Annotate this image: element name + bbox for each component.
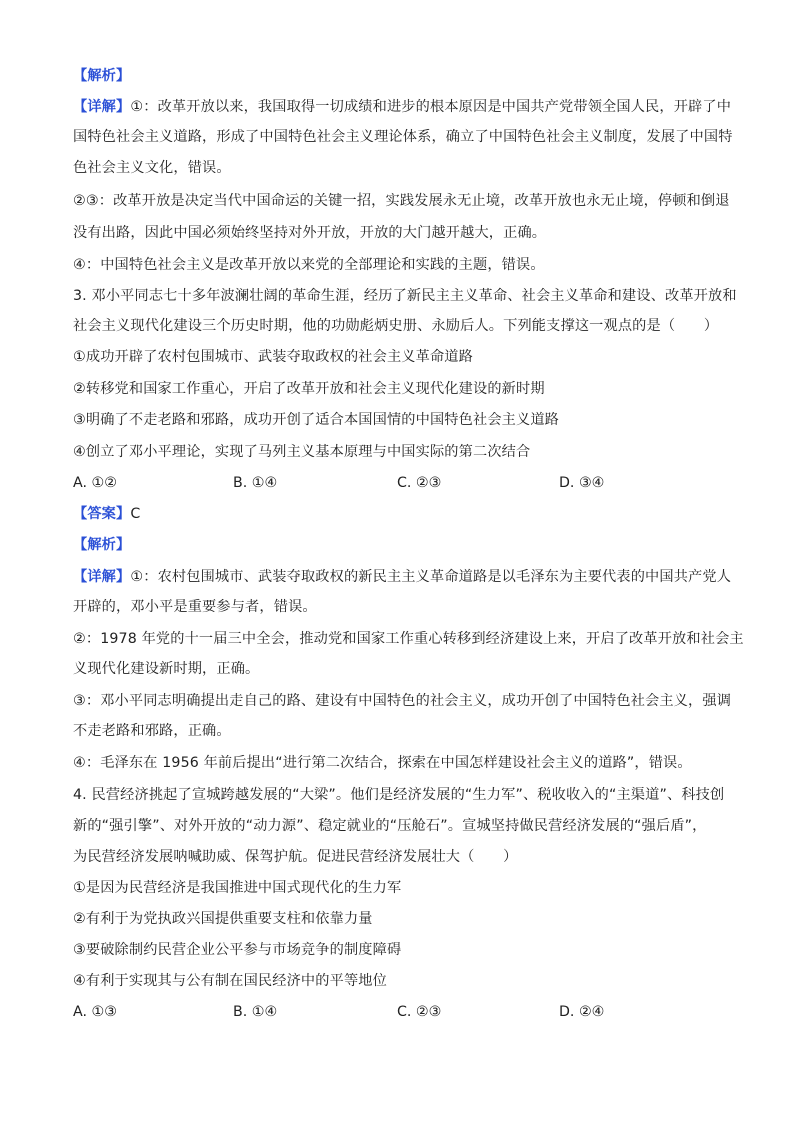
detail-line: 【详解】①：改革开放以来，我国取得一切成绩和进步的根本原因是中国共产党带领全国人民，开辟了中 — [73, 99, 732, 115]
detail-line: 【详解】①：农村包围城市、武装夺取政权的新民主主义革命道路是以毛泽东为主要代表的中国共产党人 — [73, 569, 732, 585]
question-3-stem: 3. 邓小平同志七十多年波澜壮阔的革命生涯，经历了新民主主义革命、社会主义革命和建设、改革开放和 — [73, 288, 737, 304]
detail-line: ②③：改革开放是决定当代中国命运的关键一招，实践发展永无止境，改革开放也永无止境，停顿和倒退 — [73, 193, 730, 209]
question-3-item: ④创立了邓小平理论，实现了马列主义基本原理与中国实际的第二次结合 — [73, 444, 531, 460]
option-b: B. ①④ — [233, 475, 278, 491]
question-4-options — [73, 1002, 723, 1022]
question-4-stem: 4. 民营经济挑起了宣城跨越发展的“大梁”。他们是经济发展的“生力军”、税收收入的“主渠道”、科技创 — [73, 787, 725, 803]
option-a: A. ①② — [73, 475, 117, 491]
question-3-item: ③明确了不走老路和邪路，成功开创了适合本国国情的中国特色社会主义道路 — [73, 412, 560, 428]
detail-line: 没有出路，因此中国必须始终坚持对外开放，开放的大门越开越大，正确。 — [73, 225, 547, 241]
detail-line: 色社会主义文化，错误。 — [73, 160, 231, 176]
detail-line: ④：中国特色社会主义是改革开放以来党的全部理论和实践的主题，错误。 — [73, 257, 545, 273]
option-c: C. ②③ — [397, 475, 442, 491]
question-3-stem: 社会主义现代化建设三个历史时期，他的功勋彪炳史册、永励后人。下列能支撑这一观点的是（ ） — [73, 318, 719, 334]
detail-line: 不走老路和邪路，正确。 — [73, 723, 231, 739]
answer-value: C — [130, 506, 141, 522]
question-4-item: ②有利于为党执政兴国提供重要支柱和依靠力量 — [73, 911, 373, 927]
detail-line: ②：1978 年党的十一届三中全会，推动党和国家工作重心转移到经济建设上来，开启了改革开放和社会主 — [73, 631, 744, 647]
option-c: C. ②③ — [397, 1004, 442, 1020]
question-3-item: ①成功开辟了农村包围城市、武装夺取政权的社会主义革命道路 — [73, 349, 473, 365]
detail-line: ③：邓小平同志明确提出走自己的路、建设有中国特色的社会主义，成功开创了中国特色社会主义，强调 — [73, 693, 732, 709]
question-4-item: ③要破除制约民营企业公平参与市场竞争的制度障碍 — [73, 942, 402, 958]
detail-line: 国特色社会主义道路，形成了中国特色社会主义理论体系，确立了中国特色社会主义制度，发展了中国特 — [73, 129, 733, 145]
answer-line — [73, 504, 723, 524]
detail-heading: 【详解】 — [73, 569, 131, 585]
option-d: D. ③④ — [559, 475, 605, 491]
question-4-item: ①是因为民营经济是我国推进中国式现代化的生力军 — [73, 880, 402, 896]
option-d: D. ②④ — [559, 1004, 605, 1020]
answer-heading: 【答案】 — [73, 506, 131, 522]
analysis-heading: 【解析】 — [73, 537, 131, 553]
detail-line: 开辟的，邓小平是重要参与者，错误。 — [73, 599, 317, 615]
option-b: B. ①④ — [233, 1004, 278, 1020]
detail-line: 义现代化建设新时期，正确。 — [73, 661, 260, 677]
question-3-options — [73, 473, 723, 493]
option-a: A. ①③ — [73, 1004, 117, 1020]
question-4-stem: 为民营经济发展呐喊助威、保驾护航。促进民营经济发展壮大（ ） — [73, 849, 518, 865]
detail-heading: 【详解】 — [73, 99, 131, 115]
detail-line: ④：毛泽东在 1956 年前后提出“进行第二次结合，探索在中国怎样建设社会主义的道路”，错误。 — [73, 755, 692, 771]
question-4-stem: 新的“强引擎”、对外开放的“动力源”、稳定就业的“压舱石”。宣城坚持做民营经济发展的“强后盾”， — [73, 818, 707, 834]
question-3-item: ②转移党和国家工作重心，开启了改革开放和社会主义现代化建设的新时期 — [73, 381, 545, 397]
analysis-heading: 【解析】 — [73, 68, 131, 84]
question-4-item: ④有利于实现其与公有制在国民经济中的平等地位 — [73, 973, 387, 989]
